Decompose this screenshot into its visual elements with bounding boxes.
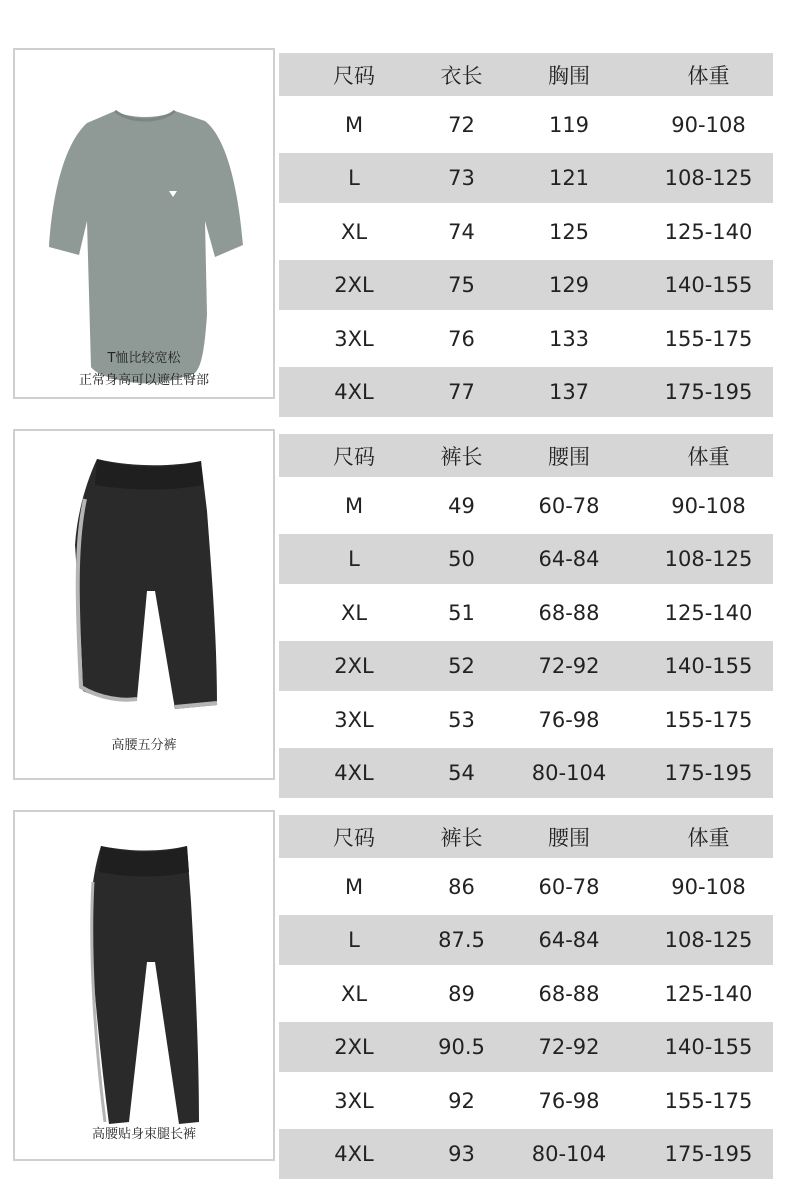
- cell-length: 49: [448, 493, 475, 518]
- table-row: [279, 477, 773, 534]
- leggings-size-table: [279, 815, 773, 1179]
- cell-size: XL: [340, 600, 368, 625]
- cell-length: 93: [429, 1129, 494, 1179]
- caption-line: 高腰贴身束腿长裤: [91, 1127, 196, 1142]
- table-row: [279, 641, 773, 691]
- cell-waist: 68-88: [538, 981, 600, 1006]
- caption-line: 正常身高可以遮住臀部: [78, 373, 209, 388]
- cell-length: 52: [429, 641, 494, 691]
- table-row: [279, 96, 773, 153]
- header-weight: 体重: [644, 815, 773, 858]
- cell-waist: 64-84: [494, 915, 644, 965]
- cell-chest: 129: [494, 260, 644, 310]
- cell-waist: 60-78: [538, 493, 600, 518]
- table-row: [279, 1072, 773, 1129]
- cell-weight: 125-140: [664, 981, 753, 1006]
- tshirt-size-table: [279, 53, 773, 417]
- cell-weight: 108-125: [644, 534, 773, 584]
- table-row: [279, 367, 773, 417]
- cell-length: 89: [448, 981, 475, 1006]
- table-header-row: [279, 434, 773, 477]
- cell-waist: 72-92: [494, 1022, 644, 1072]
- cell-weight: 140-155: [644, 641, 773, 691]
- header-length: 衣长: [429, 53, 494, 96]
- header-size: 尺码: [279, 434, 429, 477]
- cell-waist: 72-92: [494, 641, 644, 691]
- caption-line: 高腰五分裤: [111, 738, 177, 753]
- cell-waist: 60-78: [538, 874, 600, 899]
- cell-weight: 90-108: [671, 493, 746, 518]
- cell-waist: 80-104: [494, 1129, 644, 1179]
- table-row: [279, 153, 773, 203]
- cell-weight: 108-125: [644, 153, 773, 203]
- cell-weight: 155-175: [664, 1088, 753, 1113]
- cell-size: L: [279, 153, 429, 203]
- cell-waist: 76-98: [538, 707, 600, 732]
- cell-size: 4XL: [279, 748, 429, 798]
- cell-size: 4XL: [279, 1129, 429, 1179]
- cell-chest: 137: [494, 367, 644, 417]
- cell-waist: 76-98: [538, 1088, 600, 1113]
- cell-weight: 125-140: [664, 219, 753, 244]
- cell-chest: 121: [494, 153, 644, 203]
- cell-length: 50: [429, 534, 494, 584]
- cell-size: L: [279, 915, 429, 965]
- cell-weight: 140-155: [644, 1022, 773, 1072]
- table-row: [279, 310, 773, 367]
- cell-size: XL: [340, 219, 368, 244]
- cell-size: 3XL: [334, 707, 374, 732]
- cell-size: 3XL: [334, 326, 374, 351]
- cell-weight: 175-195: [644, 1129, 773, 1179]
- header-weight: 体重: [644, 53, 773, 96]
- cell-waist: 68-88: [538, 600, 600, 625]
- header-waist: 腰围: [494, 434, 644, 477]
- cell-size: 2XL: [279, 641, 429, 691]
- table-row: [279, 691, 773, 748]
- cell-chest: 133: [548, 326, 590, 351]
- cell-length: 53: [448, 707, 475, 732]
- cell-length: 90.5: [429, 1022, 494, 1072]
- tshirt-image: [45, 105, 245, 385]
- cell-size: XL: [340, 981, 368, 1006]
- table-row: [279, 584, 773, 641]
- cell-length: 74: [448, 219, 475, 244]
- cell-weight: 90-108: [671, 874, 746, 899]
- table-row: [279, 748, 773, 798]
- table-row: [279, 1129, 773, 1179]
- cell-length: 75: [429, 260, 494, 310]
- table-row: [279, 203, 773, 260]
- leggings-caption: [15, 1124, 273, 1146]
- cell-size: 2XL: [279, 1022, 429, 1072]
- cell-waist: 64-84: [494, 534, 644, 584]
- cell-length: 77: [429, 367, 494, 417]
- table-header-row: [279, 53, 773, 96]
- leggings-image-box: [13, 810, 275, 1161]
- cell-size: 4XL: [279, 367, 429, 417]
- cell-size: M: [344, 874, 364, 899]
- cell-weight: 175-195: [644, 367, 773, 417]
- cell-length: 54: [429, 748, 494, 798]
- cell-weight: 175-195: [644, 748, 773, 798]
- cell-length: 87.5: [429, 915, 494, 965]
- leggings-image: [81, 842, 211, 1132]
- cell-waist: 80-104: [494, 748, 644, 798]
- cell-weight: 155-175: [664, 707, 753, 732]
- header-weight: 体重: [644, 434, 773, 477]
- cell-weight: 90-108: [671, 112, 746, 137]
- table-row: [279, 915, 773, 965]
- header-size: 尺码: [279, 815, 429, 858]
- cell-size: M: [344, 493, 364, 518]
- shorts-image: [71, 455, 221, 719]
- tshirt-image-box: [13, 48, 275, 399]
- cell-size: M: [344, 112, 364, 137]
- cell-size: 3XL: [334, 1088, 374, 1113]
- shorts-size-table: [279, 434, 773, 798]
- cell-length: 92: [448, 1088, 475, 1113]
- cell-chest: 125: [548, 219, 590, 244]
- cell-length: 73: [429, 153, 494, 203]
- cell-size: 2XL: [279, 260, 429, 310]
- header-length: 裤长: [429, 815, 494, 858]
- table-row: [279, 260, 773, 310]
- header-chest: 胸围: [494, 53, 644, 96]
- cell-size: L: [279, 534, 429, 584]
- header-size: 尺码: [279, 53, 429, 96]
- table-header-row: [279, 815, 773, 858]
- cell-weight: 155-175: [664, 326, 753, 351]
- table-row: [279, 1022, 773, 1072]
- table-row: [279, 534, 773, 584]
- cell-weight: 140-155: [644, 260, 773, 310]
- shorts-caption: [15, 735, 273, 757]
- caption-line: T恤比较宽松: [107, 351, 181, 366]
- cell-weight: 108-125: [644, 915, 773, 965]
- header-length: 裤长: [429, 434, 494, 477]
- cell-length: 86: [448, 874, 475, 899]
- cell-length: 72: [448, 112, 475, 137]
- header-waist: 腰围: [494, 815, 644, 858]
- cell-chest: 119: [548, 112, 590, 137]
- tshirt-caption: [15, 348, 273, 392]
- shorts-image-box: [13, 429, 275, 780]
- cell-length: 76: [448, 326, 475, 351]
- cell-weight: 125-140: [664, 600, 753, 625]
- table-row: [279, 858, 773, 915]
- cell-length: 51: [448, 600, 475, 625]
- table-row: [279, 965, 773, 1022]
